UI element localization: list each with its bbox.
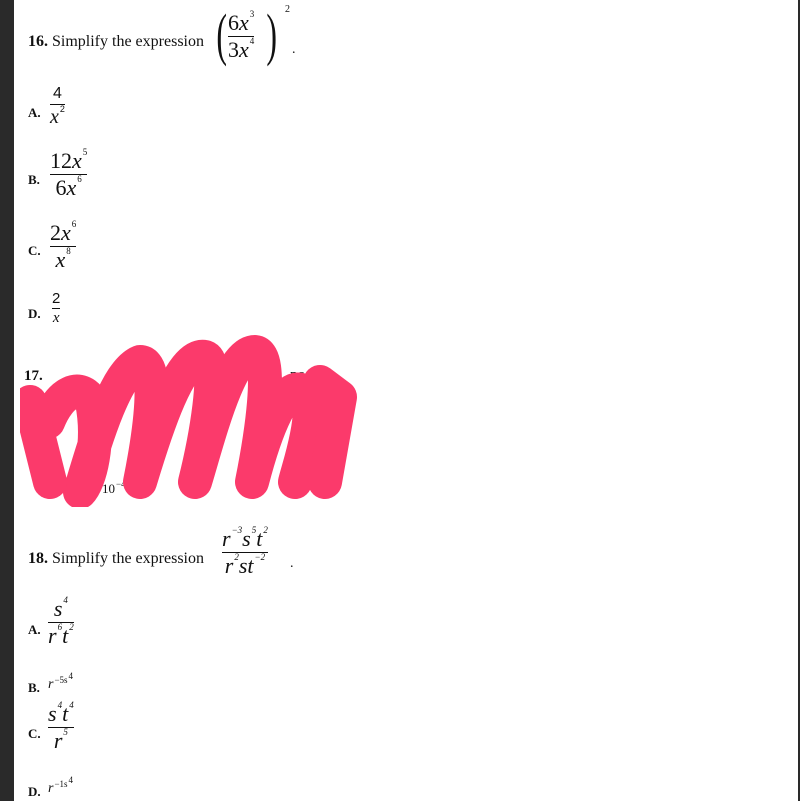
q16-expression: $6x^3$ $3x^4$ <box>228 9 255 62</box>
question-16-prompt: 16. Simplify the expression <box>28 33 204 50</box>
q16-option-b[interactable]: $12x^5$ $6x^6$ <box>50 147 88 200</box>
question-18-prompt: 18. Simplify the expression <box>28 550 204 567</box>
q18-option-a-label[interactable]: A. <box>28 622 41 637</box>
q17-fragment-3: .5 <box>42 481 52 496</box>
q16-option-d-label[interactable]: D. <box>28 306 41 321</box>
q18-option-b-label[interactable]: B. <box>28 680 40 695</box>
q16-period: . <box>292 42 296 57</box>
q16-option-c[interactable]: $2x^6$ $x^8$ <box>50 219 77 272</box>
q16-option-a-label[interactable]: A. <box>28 105 41 120</box>
q18-option-c-label[interactable]: C. <box>28 726 41 741</box>
left-border <box>0 0 14 801</box>
redaction-scribble <box>20 332 360 507</box>
q18-option-d[interactable]: $r^{-1s4}$ <box>48 775 74 796</box>
q17-fragment-1: nc <box>290 367 305 383</box>
q16-option-c-label[interactable]: C. <box>28 243 41 258</box>
q17-fragment-2: . <box>312 367 316 383</box>
left-paren: ( <box>216 2 227 67</box>
q18-option-b[interactable]: $r^{-5s4}$ <box>48 671 74 692</box>
right-paren: ) <box>266 2 277 67</box>
q17-fragment-4: $10^{-4}$ <box>102 479 126 496</box>
q18-expression: $r^{-3}s^5t^2$ $r^2st^{-2}$ <box>222 525 268 578</box>
q16-option-b-label[interactable]: B. <box>28 172 40 187</box>
q18-option-c[interactable]: $s^4t^4$ $r^5$ <box>48 700 74 753</box>
q16-option-d[interactable]: 2 x <box>52 290 61 326</box>
q18-period: . <box>290 556 294 571</box>
q18-option-a[interactable]: $s^4$ $r^6t^2$ <box>48 595 74 648</box>
q16-outer-exponent: 2 <box>285 4 290 15</box>
q18-option-d-label[interactable]: D. <box>28 784 41 799</box>
question-17-number: 17. <box>24 368 43 384</box>
q16-option-a[interactable]: 4 $x^2$ <box>50 85 65 128</box>
